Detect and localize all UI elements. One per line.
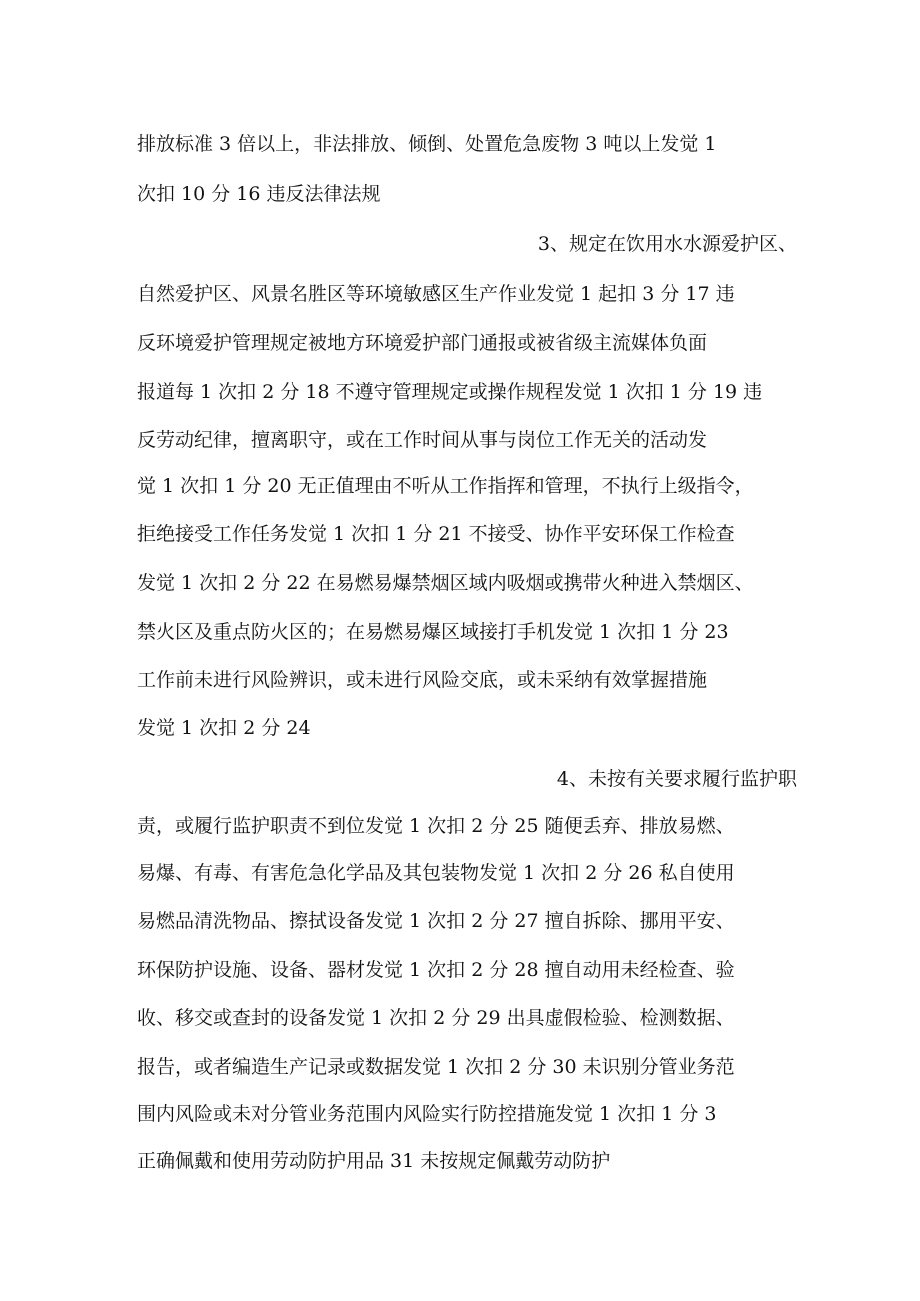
text-line: 自然爱护区、风景名胜区等环境敏感区生产作业发觉 1 起扣 3 分 17 违 bbox=[137, 283, 735, 305]
text-line: 次扣 10 分 16 违反法律法规 bbox=[137, 183, 381, 205]
text-line: 报告，或者编造生产记录或数据发觉 1 次扣 2 分 30 未识别分管业务范 bbox=[137, 1056, 735, 1078]
section-heading: 3、规定在饮用水水源爱护区、 bbox=[537, 233, 797, 255]
text-line: 反劳动纪律，擅离职守，或在工作时间从事与岗位工作无关的活动发 bbox=[137, 429, 708, 451]
text-line: 正确佩戴和使用劳动防护用品 31 未按规定佩戴劳动防护 bbox=[137, 1150, 611, 1172]
text-line: 工作前未进行风险辨识，或未进行风险交底，或未采纳有效掌握措施 bbox=[137, 669, 708, 691]
text-line: 收、移交或查封的设备发觉 1 次扣 2 分 29 出具虚假检验、检测数据、 bbox=[137, 1007, 735, 1029]
text-line: 发觉 1 次扣 2 分 24 bbox=[137, 717, 311, 739]
text-line: 发觉 1 次扣 2 分 22 在易燃易爆禁烟区域内吸烟或携带火种进入禁烟区、 bbox=[137, 572, 754, 594]
text-line: 易燃品清洗物品、擦拭设备发觉 1 次扣 2 分 27 擅自拆除、挪用平安、 bbox=[137, 910, 735, 932]
text-line: 易爆、有毒、有害危急化学品及其包装物发觉 1 次扣 2 分 26 私自使用 bbox=[137, 862, 735, 884]
text-line: 反环境爱护管理规定被地方环境爱护部门通报或被省级主流媒体负面 bbox=[137, 332, 708, 354]
text-line: 责，或履行监护职责不到位发觉 1 次扣 2 分 25 随便丢弃、排放易燃、 bbox=[137, 815, 735, 837]
text-line: 排放标准 3 倍以上，非法排放、倾倒、处置危急废物 3 吨以上发觉 1 bbox=[137, 133, 717, 155]
text-line: 环保防护设施、设备、器材发觉 1 次扣 2 分 28 擅自动用未经检查、验 bbox=[137, 959, 735, 981]
text-line: 围内风险或未对分管业务范围内风险实行防控措施发觉 1 次扣 1 分 3 bbox=[137, 1103, 717, 1125]
text-line: 拒绝接受工作任务发觉 1 次扣 1 分 21 不接受、协作平安环保工作检查 bbox=[137, 523, 735, 545]
text-line: 觉 1 次扣 1 分 20 无正值理由不听从工作指挥和管理，不执行上级指令， bbox=[137, 475, 754, 497]
text-line: 报道每 1 次扣 2 分 18 不遵守管理规定或操作规程发觉 1 次扣 1 分 19 违 bbox=[137, 381, 763, 403]
text-line: 禁火区及重点防火区的；在易燃易爆区域接打手机发觉 1 次扣 1 分 23 bbox=[137, 621, 729, 643]
section-heading: 4、未按有关要求履行监护职 bbox=[556, 768, 797, 790]
